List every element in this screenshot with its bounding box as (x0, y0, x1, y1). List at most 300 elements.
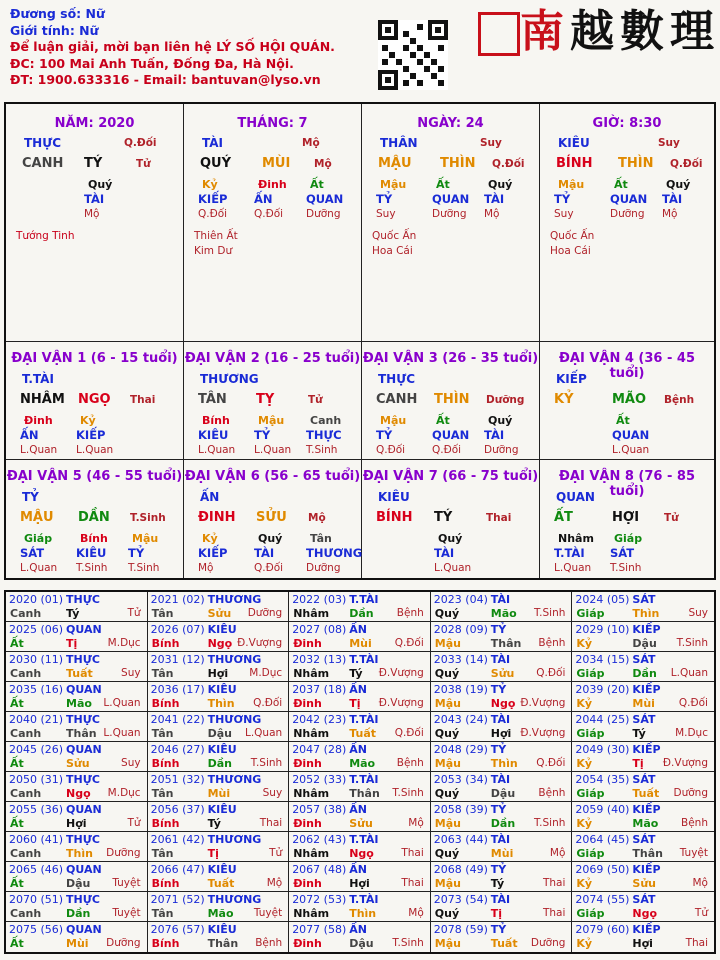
year-cell (289, 922, 431, 952)
year-thap-than: TÀI (490, 773, 511, 786)
year-label: 2052 (33) (292, 773, 347, 786)
year-truong-sinh: Mộ (408, 907, 424, 919)
year-can: Canh (10, 607, 42, 620)
hidden-can: Bính (80, 532, 108, 545)
year-thap-than: THƯƠNG (207, 893, 262, 906)
year-cell (6, 742, 148, 772)
year-truong-sinh: Dưỡng (247, 607, 283, 619)
hidden-can: Quý (488, 414, 513, 427)
year-can: Quý (434, 607, 460, 620)
year-chi: Tý (632, 727, 646, 740)
hidden-thap-than: TÀI (662, 192, 683, 206)
year-chi: Thân (207, 937, 239, 950)
qr-module (382, 74, 394, 86)
hidden-truong-sinh: Mộ (84, 208, 100, 220)
year-truong-sinh: L.Quan (670, 667, 708, 679)
dai-van-title: ĐẠI VẬN 4 (36 - 45 tuổi) (559, 351, 695, 381)
year-cell (431, 772, 573, 802)
year-can: Canh (10, 727, 42, 740)
year-label: 2076 (57) (150, 923, 205, 936)
qr-module (382, 24, 394, 36)
year-can: Quý (434, 727, 460, 740)
dai-van-thap-than: KIẾP (556, 372, 587, 386)
year-chi: Sửu (66, 757, 90, 770)
year-chi: Tý (349, 667, 363, 680)
year-label: 2043 (24) (433, 713, 488, 726)
hidden-truong-sinh: T.Sinh (306, 444, 338, 456)
dai-van-cell (362, 460, 540, 578)
hidden-truong-sinh: Dưỡng (306, 562, 341, 574)
year-label: 2075 (56) (9, 923, 64, 936)
year-thap-than: THỰC (66, 593, 100, 606)
year-can: Ất (10, 877, 24, 890)
qr-module (438, 80, 444, 86)
hidden-thap-than: TÀI (254, 546, 275, 560)
dai-van-truong-sinh: Bệnh (664, 394, 695, 406)
year-cell (289, 862, 431, 892)
year-can: Kỷ (576, 637, 593, 650)
year-can: Ất (10, 757, 24, 770)
year-label: 2022 (03) (292, 593, 347, 606)
year-truong-sinh: Q.Đối (536, 667, 566, 679)
red-seal-icon (478, 12, 520, 56)
qr-module (403, 66, 409, 72)
hidden-thap-than: TÀI (434, 546, 455, 560)
hidden-truong-sinh: L.Quan (554, 562, 592, 574)
year-thap-than: TỶ (490, 803, 507, 816)
year-label: 2066 (47) (150, 863, 205, 876)
year-cell (148, 802, 290, 832)
year-chi: Hợi (632, 937, 653, 950)
dai-van-cell (184, 460, 362, 578)
hidden-thap-than: TỶ (376, 192, 393, 206)
hidden-thap-than: TỶ (128, 546, 145, 560)
pillar-can: QUÝ (200, 156, 232, 171)
logo-char: 理 (670, 6, 720, 57)
pillar-thap-than: KIÊU (558, 136, 590, 150)
dai-van-truong-sinh: Mộ (308, 512, 326, 524)
year-chi: Sửu (490, 667, 515, 680)
hidden-truong-sinh: Dưỡng (610, 208, 645, 220)
dai-van-cell (540, 342, 714, 460)
year-truong-sinh: Thai (685, 937, 708, 949)
hidden-truong-sinh: Q.Đối (376, 444, 406, 456)
hidden-thap-than: KIẾP (198, 192, 228, 206)
dai-van-chi: MÃO (612, 392, 647, 407)
year-truong-sinh: Đ.Vượng (378, 667, 424, 679)
year-chi: Dậu (632, 637, 657, 650)
hidden-can: Quý (488, 178, 513, 191)
year-thap-than: KIÊU (207, 863, 237, 876)
year-label: 2030 (11) (9, 653, 64, 666)
year-chi: Thân (490, 637, 522, 650)
than-sat-note: Thiên Ất (194, 230, 238, 242)
dai-van-chi: HỢI (612, 510, 640, 525)
year-cell (289, 652, 431, 682)
year-label: 2040 (21) (9, 713, 64, 726)
hidden-truong-sinh: L.Quan (20, 444, 58, 456)
year-truong-sinh: Mộ (549, 847, 566, 859)
qr-module (417, 45, 423, 51)
year-chi: Dậu (349, 937, 374, 950)
dai-van-cell (6, 460, 184, 578)
year-label: 2024 (05) (575, 593, 630, 606)
year-chi: Mão (349, 757, 376, 770)
year-chi: Thân (632, 847, 663, 860)
year-truong-sinh: L.Quan (103, 697, 141, 709)
year-chi: Tị (207, 847, 219, 860)
year-can: Bính (151, 697, 180, 710)
year-can: Ất (10, 697, 24, 710)
year-label: 2059 (40) (575, 803, 630, 816)
year-thap-than: T.TÀI (349, 833, 379, 846)
pillar-cell (540, 104, 714, 342)
qr-module (410, 73, 416, 79)
qr-module (431, 73, 437, 79)
pillar-thap-than: TÀI (202, 136, 224, 150)
year-cell (572, 742, 714, 772)
year-cell (148, 622, 290, 652)
year-truong-sinh: Tử (694, 907, 708, 919)
year-label: 2057 (38) (292, 803, 347, 816)
year-chi: Mão (632, 817, 659, 830)
year-cell (572, 712, 714, 742)
year-can: Đinh (293, 877, 322, 890)
year-thap-than: KIẾP (632, 743, 661, 756)
dai-van-can: ẤT (554, 510, 573, 525)
year-label: 2029 (10) (575, 623, 630, 636)
year-can: Giáp (576, 607, 605, 620)
dai-van-can: CANH (376, 392, 418, 407)
year-label: 2035 (16) (9, 683, 64, 696)
year-cell (572, 862, 714, 892)
hidden-thap-than: THƯƠNG (306, 546, 363, 560)
year-can: Quý (434, 847, 460, 860)
qr-module (403, 80, 409, 86)
year-thap-than: KIÊU (207, 743, 237, 756)
year-truong-sinh: Suy (121, 757, 141, 769)
year-cell (6, 622, 148, 652)
year-label: 2065 (46) (9, 863, 64, 876)
year-chi: Dậu (490, 787, 516, 800)
year-truong-sinh: T.Sinh (250, 757, 283, 769)
phone-email-line: ĐT: 1900.633316 - Email: bantuvan@lyso.vn (10, 72, 321, 87)
year-truong-sinh: Đ.Vượng (237, 637, 283, 649)
year-label: 2050 (31) (9, 773, 64, 786)
year-cell (148, 922, 290, 952)
year-chi: Thìn (207, 697, 235, 710)
address-line: ĐC: 100 Mai Anh Tuấn, Đống Đa, Hà Nội. (10, 55, 294, 71)
year-truong-sinh: Mộ (692, 877, 708, 889)
pillar-chi: TÝ (84, 156, 103, 171)
year-truong-sinh: Bệnh (396, 607, 424, 619)
year-cell (572, 892, 714, 922)
year-thap-than: TÀI (490, 653, 511, 666)
year-label: 2032 (13) (292, 653, 347, 666)
pillar-chi: MÙI (262, 156, 291, 171)
pillar-cell (184, 104, 362, 342)
qr-module (382, 45, 388, 51)
qr-module (424, 52, 430, 58)
hidden-thap-than: TÀI (84, 192, 105, 206)
year-cell (6, 712, 148, 742)
year-can: Nhâm (293, 667, 330, 680)
year-label: 2077 (58) (292, 923, 347, 936)
year-truong-sinh: M.Dục (675, 727, 708, 739)
year-label: 2058 (39) (433, 803, 488, 816)
year-chi: Mùi (490, 847, 514, 860)
year-label: 2061 (42) (150, 833, 205, 846)
hidden-thap-than: QUAN (306, 192, 344, 206)
year-truong-sinh: Tuyệt (679, 847, 708, 859)
year-can: Canh (10, 667, 42, 680)
year-chi: Tuất (207, 877, 235, 890)
year-thap-than: T.TÀI (349, 713, 379, 726)
year-can: Quý (434, 787, 460, 800)
year-cell (572, 652, 714, 682)
year-cell (148, 772, 290, 802)
year-thap-than: QUAN (66, 623, 102, 636)
year-truong-sinh: Thai (401, 877, 424, 889)
year-cell (431, 832, 573, 862)
year-can: Nhâm (293, 607, 330, 620)
than-sat-note: Quốc Ấn (550, 230, 595, 242)
hidden-can: Quý (258, 532, 283, 545)
qr-module (431, 59, 437, 65)
year-can: Kỷ (576, 877, 593, 890)
year-chi: Hợi (349, 877, 370, 890)
hidden-can: Kỷ (202, 532, 218, 545)
year-thap-than: TÀI (490, 593, 511, 606)
year-truong-sinh: Thai (542, 877, 566, 889)
year-label: 2074 (55) (575, 893, 630, 906)
year-can: Ất (10, 637, 24, 650)
year-thap-than: THƯƠNG (207, 593, 262, 606)
year-label: 2051 (32) (150, 773, 205, 786)
year-thap-than: KIẾP (632, 683, 661, 696)
dai-van-can: MẬU (20, 510, 54, 525)
dai-van-chi: THÌN (434, 392, 470, 407)
dai-van-can: KỶ (554, 392, 574, 407)
year-can: Tân (151, 727, 174, 740)
year-thap-than: KIẾP (632, 863, 661, 876)
hidden-can: Giáp (614, 532, 643, 545)
year-cell (148, 832, 290, 862)
year-cell (431, 622, 573, 652)
year-label: 2060 (41) (9, 833, 64, 846)
year-thap-than: SÁT (632, 713, 656, 726)
year-can: Canh (10, 787, 42, 800)
year-truong-sinh: Tử (269, 847, 283, 859)
year-truong-sinh: L.Quan (244, 727, 283, 739)
year-cell (572, 682, 714, 712)
pillar-than-truong-sinh: Mộ (302, 137, 320, 149)
hidden-truong-sinh: L.Quan (20, 562, 58, 574)
year-label: 2021 (02) (150, 593, 205, 606)
year-can: Canh (10, 907, 42, 920)
hidden-can: Nhâm (558, 532, 594, 545)
year-truong-sinh: Thai (542, 907, 566, 919)
dai-van-truong-sinh: Dưỡng (486, 394, 525, 406)
year-chi: Thìn (632, 607, 660, 620)
year-cell (289, 622, 431, 652)
year-cell (6, 652, 148, 682)
year-cell (289, 742, 431, 772)
year-thap-than: THƯƠNG (207, 773, 262, 786)
year-truong-sinh: Dưỡng (106, 847, 141, 859)
year-chi: Tuất (490, 937, 518, 950)
year-thap-than: TỶ (490, 863, 507, 876)
hidden-thap-than: SÁT (610, 546, 635, 560)
year-truong-sinh: Mộ (266, 877, 283, 889)
year-chi: Hợi (207, 667, 229, 680)
pillar-than-truong-sinh: Suy (658, 137, 680, 149)
dai-van-truong-sinh: T.Sinh (130, 512, 166, 524)
pillar-chi-truong-sinh: Tử (136, 158, 151, 170)
year-label: 2049 (30) (575, 743, 630, 756)
year-label: 2027 (08) (292, 623, 347, 636)
year-thap-than: TỶ (490, 683, 507, 696)
year-thap-than: KIÊU (207, 803, 237, 816)
hidden-truong-sinh: T.Sinh (610, 562, 642, 574)
pillar-than-truong-sinh: Suy (480, 137, 502, 149)
year-can: Bính (151, 937, 180, 950)
year-truong-sinh: Q.Đối (394, 637, 424, 649)
year-chi: Ngọ (349, 847, 374, 860)
year-thap-than: T.TÀI (349, 653, 379, 666)
year-cell (431, 802, 573, 832)
year-cell (289, 802, 431, 832)
year-label: 2047 (28) (292, 743, 347, 756)
year-can: Bính (151, 757, 180, 770)
year-label: 2055 (36) (9, 803, 64, 816)
header-info (10, 6, 370, 89)
hidden-can: Đinh (258, 178, 287, 191)
year-truong-sinh: Tử (127, 607, 141, 619)
year-truong-sinh: T.Sinh (533, 607, 566, 619)
year-label: 2048 (29) (433, 743, 488, 756)
hidden-truong-sinh: L.Quan (612, 444, 650, 456)
year-thap-than: KIÊU (207, 623, 237, 636)
pillar-title: NGÀY: 24 (417, 116, 484, 131)
year-truong-sinh: Tử (127, 817, 141, 829)
dai-van-thap-than: THƯƠNG (200, 372, 259, 386)
year-chi: Mùi (349, 637, 372, 650)
year-cell (572, 772, 714, 802)
year-truong-sinh: Bệnh (396, 757, 424, 769)
year-label: 2068 (49) (433, 863, 488, 876)
year-thap-than: TÀI (490, 713, 511, 726)
hidden-can: Ất (436, 178, 450, 191)
year-thap-than: THỰC (66, 833, 100, 846)
year-can: Ất (10, 937, 24, 950)
year-cell (289, 892, 431, 922)
year-truong-sinh: Tuyệt (253, 907, 283, 919)
year-truong-sinh: Đ.Vượng (520, 697, 566, 709)
year-can: Mậu (434, 877, 461, 890)
dai-van-truong-sinh: Thai (130, 394, 156, 406)
year-thap-than: SÁT (632, 593, 656, 606)
year-truong-sinh: Suy (688, 607, 708, 619)
dai-van-cell (540, 460, 714, 578)
year-cell (6, 862, 148, 892)
dai-van-can: ĐINH (198, 510, 236, 525)
year-label: 2020 (01) (9, 593, 64, 606)
year-chi: Dần (349, 607, 374, 620)
year-thap-than: SÁT (632, 833, 656, 846)
qr-module (438, 45, 444, 51)
hidden-can: Ất (616, 414, 630, 427)
year-chi: Dần (207, 757, 232, 770)
hidden-truong-sinh: T.Sinh (76, 562, 108, 574)
dai-van-chi: SỬU (256, 510, 287, 525)
year-can: Đinh (293, 817, 322, 830)
hidden-truong-sinh: Suy (554, 208, 574, 220)
year-label: 2067 (48) (292, 863, 347, 876)
year-can: Giáp (576, 907, 605, 920)
hidden-truong-sinh: Q.Đối (254, 208, 284, 220)
hidden-truong-sinh: Q.Đối (254, 562, 284, 574)
dai-van-truong-sinh: Tử (308, 394, 323, 406)
year-chi: Tị (490, 907, 503, 920)
year-chi: Hợi (490, 727, 512, 740)
year-label: 2025 (06) (9, 623, 64, 636)
hidden-truong-sinh: T.Sinh (128, 562, 160, 574)
year-cell (431, 712, 573, 742)
pillar-thap-than: THỰC (24, 136, 62, 150)
dai-van-chi: DẦN (78, 510, 110, 525)
hidden-truong-sinh: Q.Đối (198, 208, 228, 220)
year-can: Tân (151, 847, 174, 860)
dai-van-title: ĐẠI VẬN 1 (6 - 15 tuổi) (11, 351, 178, 366)
year-thap-than: T.TÀI (349, 593, 379, 606)
year-can: Ất (10, 817, 24, 830)
year-can: Đinh (293, 637, 322, 650)
year-can: Nhâm (293, 907, 330, 920)
hidden-truong-sinh: L.Quan (76, 444, 114, 456)
dai-van-title: ĐẠI VẬN 7 (66 - 75 tuổi) (362, 469, 539, 484)
hidden-can: Đinh (24, 414, 53, 427)
year-cell (431, 652, 573, 682)
year-chi: Tị (66, 637, 78, 650)
year-chi: Dậu (207, 727, 232, 740)
year-label: 2069 (50) (575, 863, 630, 876)
year-can: Kỷ (576, 937, 593, 950)
qr-code-icon[interactable] (378, 20, 448, 90)
qr-module (403, 45, 409, 51)
hidden-truong-sinh: Mộ (662, 208, 678, 220)
year-cell (289, 592, 431, 622)
year-thap-than: TỶ (490, 743, 507, 756)
year-can: Giáp (576, 787, 605, 800)
year-truong-sinh: Thai (259, 817, 283, 829)
year-can: Tân (151, 907, 174, 920)
year-thap-than: ẤN (349, 743, 367, 756)
year-thap-than: ẤN (349, 863, 367, 876)
year-can: Đinh (293, 697, 322, 710)
year-thap-than: QUAN (66, 923, 102, 936)
year-cell (289, 832, 431, 862)
year-cell (289, 772, 431, 802)
year-truong-sinh: Tuyệt (112, 907, 141, 919)
year-truong-sinh: Bệnh (255, 937, 283, 949)
year-truong-sinh: Q.Đối (394, 727, 424, 739)
year-label: 2036 (17) (150, 683, 205, 696)
hidden-truong-sinh: Mộ (484, 208, 500, 220)
qr-module (432, 24, 444, 36)
year-cell (6, 922, 148, 952)
than-sat-note: Hoa Cái (372, 245, 413, 257)
